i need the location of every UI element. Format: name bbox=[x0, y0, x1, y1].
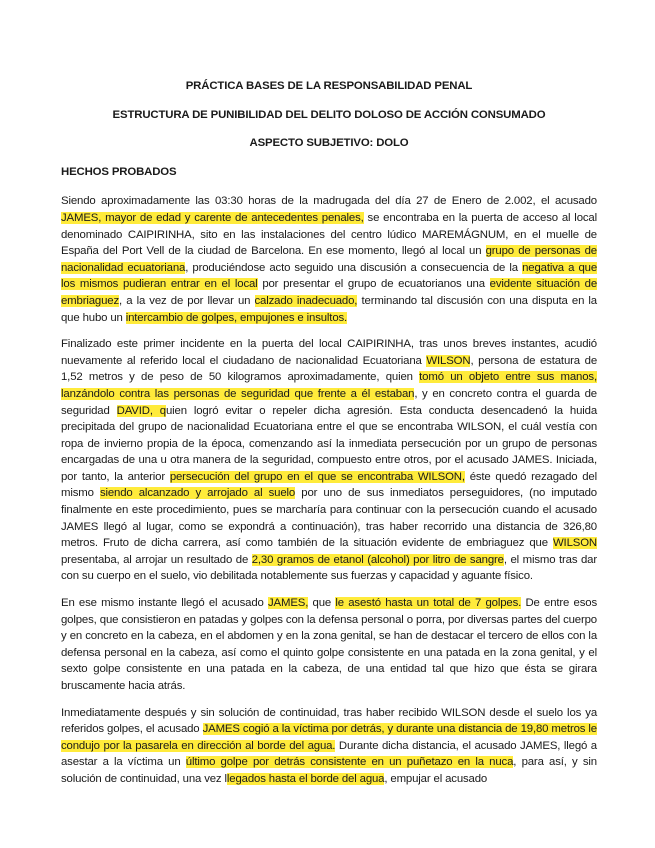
text-run: De entre esos golpes, que consistieron en patadas y golpes con la defensa personal o porra, por diversas partes del cuerpo y en concreto en la cabeza, en el abdomen y en la zona genital, se han de destacar el tercero de ellos con la defensa personal en la cabeza, así como el quinto golpe consistente en una patada en la zona genital, y el sexto golpe consistente en una patada en la cabeza, de una entidad tal que hizo que ésta se girara bruscamente hacia atrás. bbox=[61, 597, 597, 692]
text-run: Durante dicha distancia, el acusado JAMES, llegó a asestar a la víctima un bbox=[61, 739, 597, 769]
paragraph bbox=[61, 193, 597, 326]
text-run: uien logró evitar o repeler dicha agresión. Esta conducta desencadenó la huida precipitada del grupo de nacionalidad Ecuatoriana entre el que se encontraba WILSON, el cuál vestía con ropa de invierno propia de la época, comenzando así la inmediata persecución por un grupo de personas encargadas de una u otra manera de la seguridad, compuesto entre otros, por el acusado JAMES. Iniciada, por tanto, la anterior bbox=[61, 404, 597, 483]
text-run: , persona de estatura de 1,52 metros y de peso de 50 kilogramos aproximadamente, quien bbox=[61, 354, 598, 384]
text-run: Finalizado este primer incidente en la puerta del local CAIPIRINHA, tras unos breves instantes, acudió nuevamente al referido local el ciudadano de nacionalidad Ecuatoriana bbox=[61, 338, 597, 367]
highlighted-text: persecución del grupo en el que se encontraba WILSON, bbox=[169, 470, 465, 483]
highlighted-text: DAVID, q bbox=[116, 404, 166, 417]
text-run: , a la vez de por llevar un bbox=[119, 294, 255, 307]
section-heading: HECHOS PROBADOS bbox=[61, 165, 177, 178]
text-run: Siendo aproximadamente las 03:30 horas de la madrugada del día 27 de Enero de 2.002, el acusado bbox=[61, 195, 597, 208]
text-run: , empujar el acusado bbox=[384, 772, 488, 785]
highlighted-text: JAMES cogió a la víctima por detrás, y durante una distancia de 19,80 metros le condujo por la pasarela en dirección al borde del agua. bbox=[61, 723, 597, 752]
text-run: , el mismo tras dar con su cuerpo en el suelo, vio debilitada notablemente sus fuerzas y capacidad y aguante físico. bbox=[61, 553, 598, 583]
paragraph bbox=[61, 595, 597, 695]
paragraphs-container bbox=[61, 193, 597, 787]
text-run: , para así, y sin solución de continuidad, una vez l bbox=[61, 756, 597, 785]
text-run: que bbox=[308, 597, 336, 610]
highlighted-text: intercambio de golpes, empujones e insultos. bbox=[125, 311, 348, 324]
text-run: por presentar el grupo de ecuatorianos una bbox=[257, 278, 490, 291]
highlighted-text: WILSON bbox=[552, 537, 597, 550]
highlighted-text: evidente situación de embriaguez bbox=[61, 278, 597, 307]
highlighted-text: siendo alcanzado y arrojado al suelo bbox=[99, 487, 296, 500]
highlighted-text: último golpe por detrás consistente en un puñetazo en la nuca bbox=[185, 756, 514, 769]
text-run: terminando tal discusión con una disputa en la que hubo un bbox=[61, 294, 597, 324]
text-run: En ese mismo instante llegó el acusado bbox=[61, 597, 268, 610]
text-run: , produciéndose acto seguido una discusión a consecuencia de la bbox=[185, 261, 523, 274]
highlighted-text: calzado inadecuado, bbox=[254, 294, 358, 307]
paragraph bbox=[61, 336, 597, 585]
text-run: Inmediatamente después y sin solución de continuidad, tras haber recibido WILSON desde el suelo los ya referidos golpes, el acusado bbox=[61, 706, 597, 736]
highlighted-text: tomó un objeto entre sus manos, lanzándolo contra las personas de seguridad que frente a él estaban bbox=[61, 371, 597, 400]
highlighted-text: legados hasta el borde del agua bbox=[226, 772, 385, 785]
highlighted-text: le asestó hasta un total de 7 golpes. bbox=[335, 597, 522, 610]
document-subtitle: ESTRUCTURA DE PUNIBILIDAD DEL DELITO DOLOSO DE ACCIÓN CONSUMADO bbox=[112, 108, 546, 121]
text-run: éste quedó rezagado del mismo bbox=[61, 470, 597, 500]
paragraph bbox=[61, 705, 597, 788]
document-section-title: ASPECTO SUBJETIVO: DOLO bbox=[249, 137, 409, 150]
text-run: presentaba, al arrojar un resultado de bbox=[61, 553, 252, 566]
highlighted-text: negativa a que los mismos pudieran entrar en el local bbox=[61, 261, 598, 291]
text-run: se encontraba en la puerta de acceso al local denominado CAIPIRINHA, sito en las instalaciones del centro lúdico MAREMÁGNUM, en el muelle de España del Port Vell de la ciudad de Barcelona. En ese momento, llegó al local un bbox=[61, 211, 597, 258]
document-title: PRÁCTICA BASES DE LA RESPONSABILIDAD PENAL bbox=[185, 80, 473, 92]
highlighted-text: JAMES, bbox=[267, 597, 309, 610]
text-run: , y en concreto contra el guarda de seguridad bbox=[61, 387, 597, 417]
highlighted-text: WILSON bbox=[426, 354, 471, 367]
highlighted-text: JAMES, mayor de edad y carente de antecedentes penales, bbox=[61, 211, 364, 224]
text-run: por uno de sus inmediatos perseguidores, (no imputado finalmente en este procedimiento, pues se marcharía para continuar con la persecución cuando el acusado JAMES llegó al lugar, como se expondrá a continuación), tras haber recorrido una distancia de 326,80 metros. Fruto de dicha carrera, así como también de la situación evidente de embriaguez que bbox=[61, 487, 597, 550]
document-page bbox=[61, 72, 597, 788]
highlighted-text: grupo de personas de nacionalidad ecuatoriana bbox=[61, 245, 597, 274]
highlighted-text: 2,30 gramos de etanol (alcohol) por litro de sangre bbox=[251, 553, 504, 566]
